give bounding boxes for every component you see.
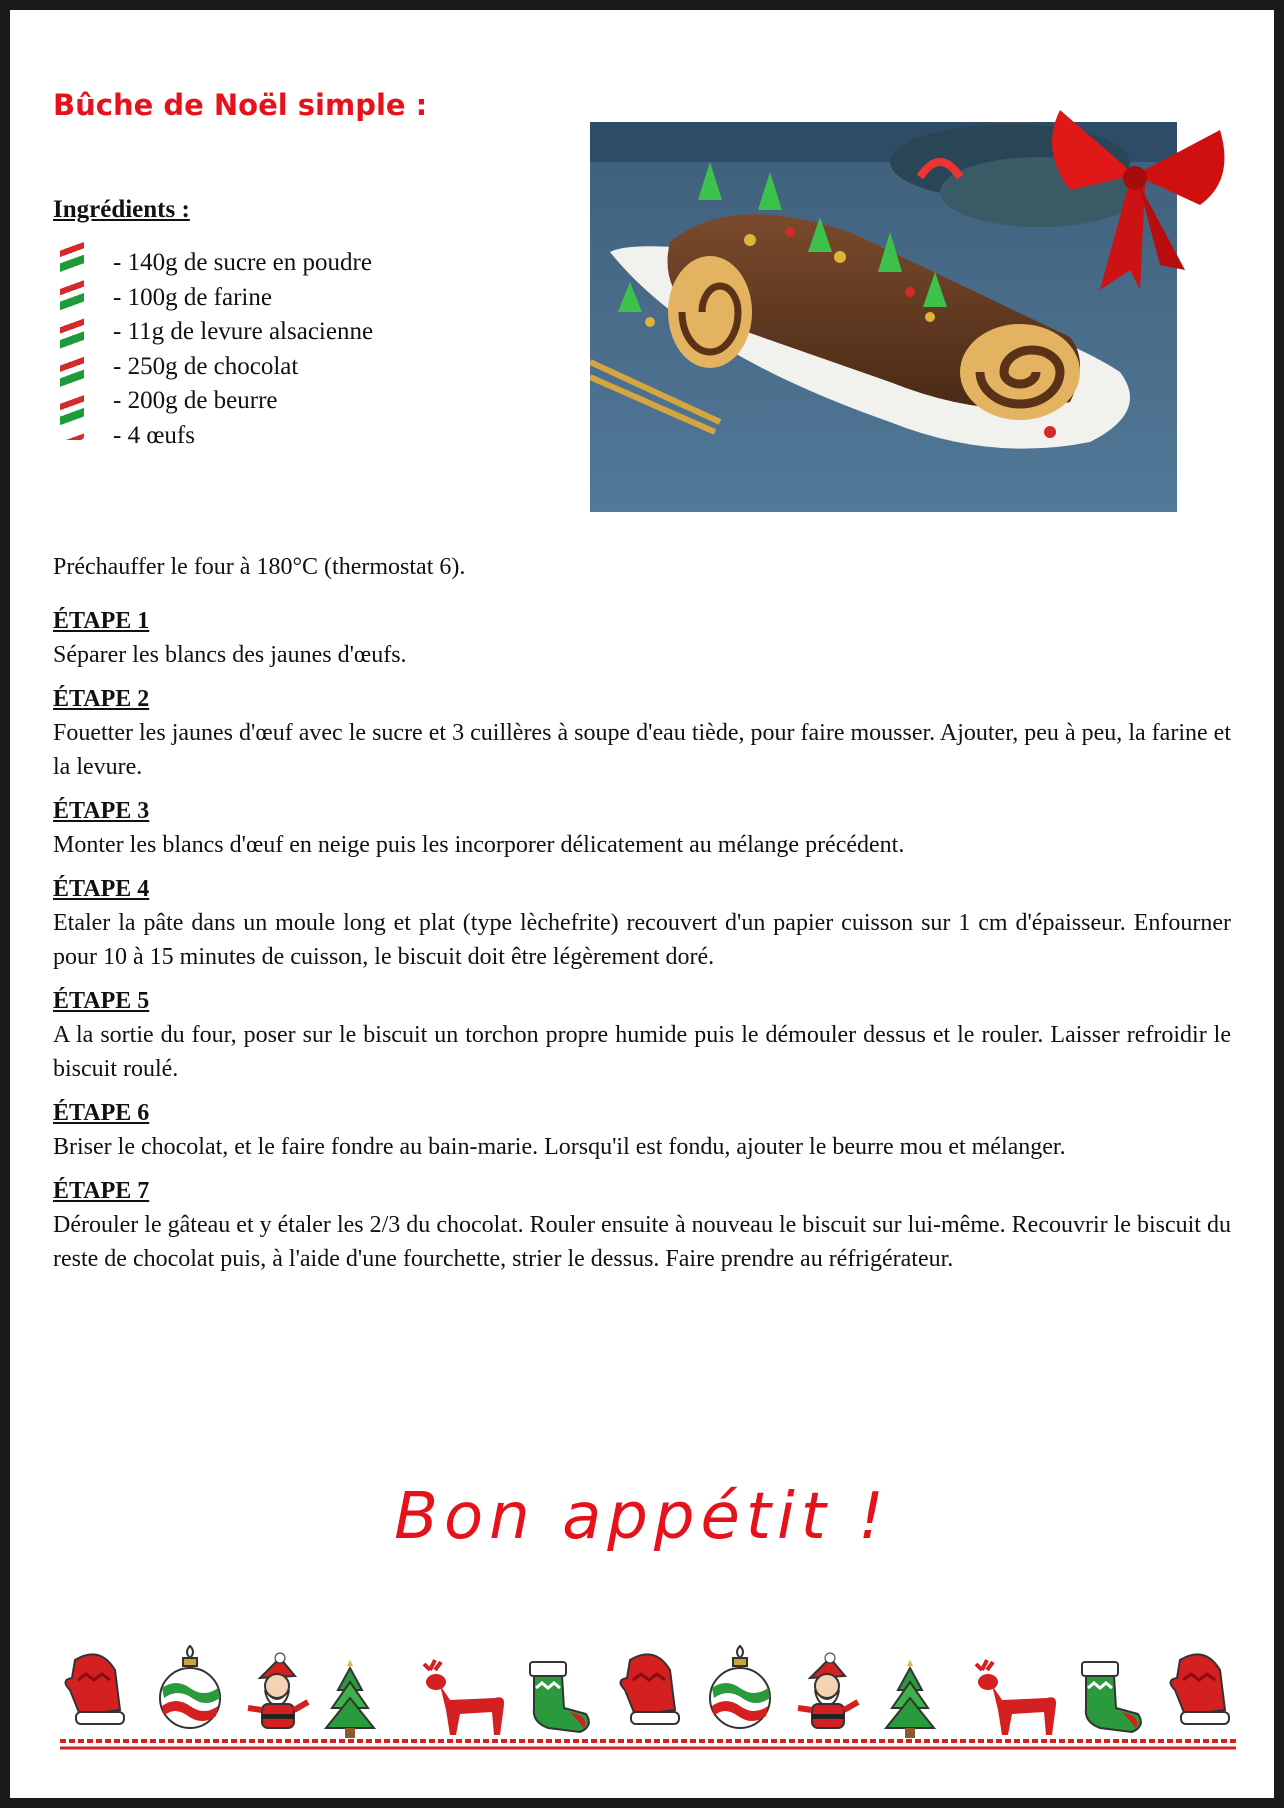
step-heading: ÉTAPE 4 — [53, 876, 150, 902]
list-item: - 140g de sucre en poudre — [113, 249, 372, 276]
red-bow-icon — [1030, 90, 1240, 300]
step-5 — [53, 984, 1231, 1086]
step-heading: ÉTAPE 2 — [53, 686, 150, 712]
step-4 — [53, 872, 1231, 974]
ingredients-list — [113, 246, 373, 453]
preheat-text: Préchauffer le four à 180°C (thermostat 6). — [53, 554, 466, 580]
step-heading: ÉTAPE 5 — [53, 988, 150, 1014]
step-7 — [53, 1174, 1231, 1276]
step-text: Monter les blancs d'œuf en neige puis les incorporer délicatement au mélange précédent. — [53, 832, 905, 858]
step-text: Fouetter les jaunes d'œuf avec le sucre et 3 cuillères à soupe d'eau tiède, pour faire mousser. Ajouter, peu à peu, la farine et la levure. — [53, 720, 1231, 780]
list-item: - 250g de chocolat — [113, 352, 299, 380]
recipe-page — [10, 10, 1274, 1798]
list-item: - 100g de farine — [113, 283, 272, 311]
step-text: Dérouler le gâteau et y étaler les 2/3 du chocolat. Rouler ensuite à nouveau le biscuit sur lui-même. Recouvrir le biscuit du reste de chocolat puis, à l'aide d'une fourchette, strier le dessus. Faire prendre au réfrigérateur. — [53, 1212, 1231, 1272]
step-heading: ÉTAPE 1 — [53, 608, 150, 634]
steps-list — [53, 604, 1231, 1286]
step-heading: ÉTAPE 7 — [53, 1178, 150, 1204]
step-2 — [53, 682, 1231, 784]
list-item: - 200g de beurre — [113, 387, 278, 414]
step-text: Etaler la pâte dans un moule long et plat (type lèchefrite) recouvert d'un papier cuisson sur 1 cm d'épaisseur. Enfourner pour 10 à 15 minutes de cuisson, le biscuit doit être légèrement doré. — [53, 910, 1231, 970]
closing-text: Bon appétit ! — [394, 1480, 890, 1554]
candy-cane-icon — [60, 240, 84, 440]
recipe-title: Bûche de Noël simple : — [53, 88, 428, 122]
step-6 — [53, 1096, 1231, 1164]
ingredients-heading: Ingrédients : — [53, 196, 190, 223]
step-heading: ÉTAPE 6 — [53, 1100, 150, 1126]
step-text: Séparer les blancs des jaunes d'œufs. — [53, 642, 407, 668]
step-text: Briser le chocolat, et le faire fondre au bain-marie. Lorsqu'il est fondu, ajouter le beurre mou et mélanger. — [53, 1134, 1066, 1160]
step-heading: ÉTAPE 3 — [53, 798, 150, 824]
step-text: A la sortie du four, poser sur le biscuit un torchon propre humide puis le démouler dessus et le rouler. Laisser refroidir le biscuit roulé. — [53, 1022, 1231, 1082]
step-1 — [53, 604, 1231, 672]
list-item: - 11g de levure alsacienne — [113, 318, 374, 345]
christmas-border — [60, 1630, 1236, 1750]
step-3 — [53, 794, 1231, 862]
list-item: - 4 œufs — [113, 421, 195, 449]
